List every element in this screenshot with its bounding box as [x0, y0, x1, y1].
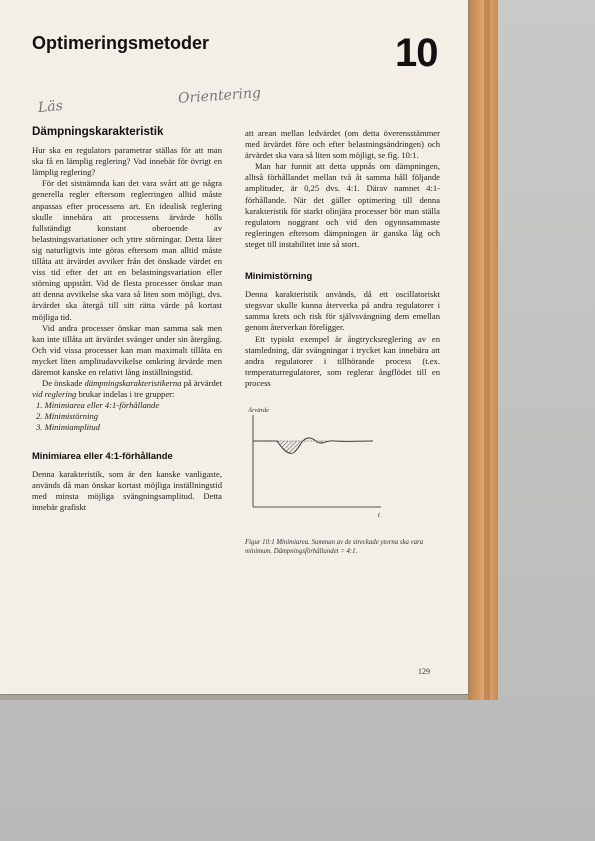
response-plot — [245, 403, 440, 531]
list-item: 3. Minimiamplitud — [36, 422, 100, 433]
emphasis: dämpningskarakteristikerna — [84, 378, 182, 389]
paragraph: Denna karakteristik, som är den kanske vanligaste, används då man önskar kortast möjliga inställningstid med minsta möjliga svängningsamplitud. Detta innebär grafiskt — [32, 468, 222, 512]
response-curve — [253, 438, 373, 453]
x-axis-label: t — [378, 510, 380, 519]
chapter-number: 10 — [395, 31, 438, 75]
right-column — [245, 128, 440, 556]
y-axis-label: Ärvärde — [248, 406, 270, 414]
paragraph: Denna karakteristik används, då ett oscillatoriskt stegsvar skulle kunna återverka på andra regulatorer i samma krets och risk för självsvängning dem emellan genom återverkan föreligger. — [245, 289, 440, 333]
numbered-list — [32, 400, 222, 433]
paragraph: Ett typiskt exempel är ångtrycksreglering av en stamledning, där svängningar i trycket kan innebära att andra regulatorer i tillhörande process (t.ex. temperaturregulatorer, som reglerar ångflödet till en process — [245, 333, 440, 388]
paragraph — [32, 378, 222, 400]
emphasis: vid reglering — [32, 389, 77, 400]
paragraph: att arean mellan ledvärdet (om detta överensstämmer med ärvärdet före och efter belastningsändringen) och ärvärdet ska vara så liten som möjligt, se fig. 10:1. — [245, 128, 440, 161]
figure-10-1 — [245, 403, 440, 556]
section-heading-dampningskarakteristik: Dämpningskarakteristik — [32, 125, 164, 138]
list-item: 1. Minimiarea eller 4:1-förhållande — [36, 400, 160, 411]
paragraph: För det sistnämnda kan det vara svårt att ge några generella regler eftersom reglerringen alltid måste anpassas efter processens art. En idealisk reglering skulle innebära att processens ärvärde hölls fullständigt konstant oberoende av belastningsvariationer och yttre störningar. Detta låter sig naturligtvis inte göras eftersom man alltid måste tillåta att ärvärdet avviker från det önskade värdet en viss tid efter det att en belastningsvariation eller störning uppstått. Vid de flesta processer önskar man att denna avvikelse ska vara så liten som möjligt, dvs. ärvärdet ska återgå till sitt rätta värde på kortast möjliga tid. — [32, 178, 222, 322]
text-run: på ärvärdet — [181, 378, 222, 389]
left-column — [32, 126, 222, 513]
book-edge — [468, 0, 498, 700]
paragraph: Vid andra processer önskar man samma sak men kan inte tillåta att ärvärdet svänger under sin återgång. Och vid vissa processer kan man maximalt tillåta en mycket liten amplitudavvikelse omkring ärvärde men däremot kanske en relativt lång inställningstid. — [32, 322, 222, 377]
section-heading-minimistorning: Minimistörning — [245, 270, 313, 282]
section-heading-minimiarea: Minimiarea eller 4:1-förhållande — [32, 449, 173, 461]
chapter-title: Optimeringsmetoder — [32, 33, 210, 53]
figure-caption: Figur 10:1 Minimiarea. Summan av de streckade ytorna ska vara minimum. Dämpningsförhållandet = 4:1. — [245, 539, 424, 556]
text-run: brukar indelas i tre grupper: — [76, 389, 175, 400]
book-edge-line — [484, 0, 490, 700]
page-number: 129 — [418, 667, 430, 676]
handwritten-note-orientering: Orientering — [177, 85, 262, 107]
paragraph: Hur ska en regulators parametrar ställas för att man ska få en lämplig reglering? Vad innebär för övrigt en lämplig reglering? — [32, 145, 222, 178]
text-run: De önskade — [42, 378, 85, 389]
paragraph: Man har funnit att detta uppnås om dämpningen, alltså förhållandet mellan två åt samma håll följande amplituder, är 0,25 dvs. 4:1. Därav namnet 4:1-förhållande. När det gäller optimering till denna karakteristik för starkt olinjära processer bör man ställa regulatorn noggrant och vid den ogynnsammaste regleringen eftersom dämpningen är ganska låg och steget till instabilitet inte så stort. — [245, 161, 440, 249]
handwritten-note-las: Läs — [37, 97, 64, 117]
list-item: 2. Minimistörning — [36, 411, 99, 422]
